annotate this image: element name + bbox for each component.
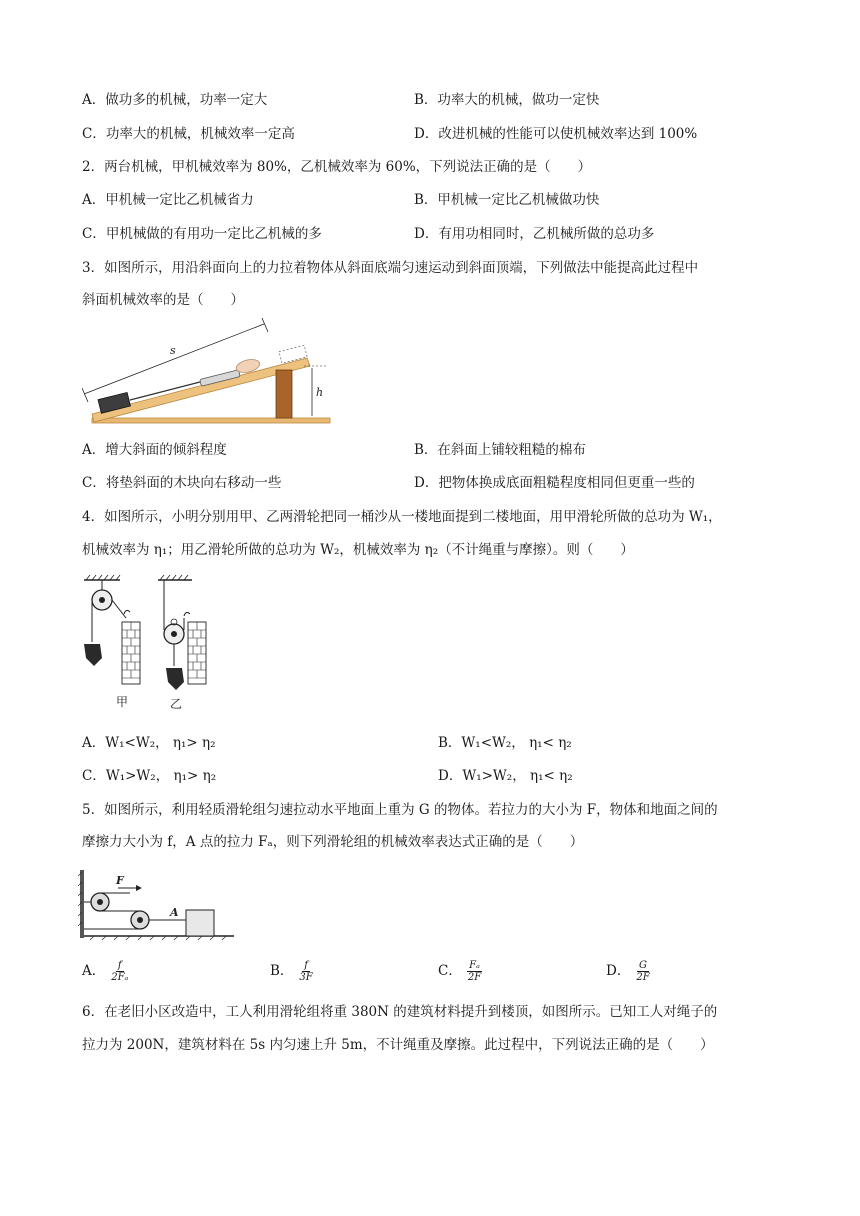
- force-arrow: [136, 885, 142, 891]
- fraction-numerator: f: [117, 960, 122, 971]
- pulley-figure-jia-yi: [78, 574, 218, 714]
- label-a: A: [170, 906, 179, 919]
- q3-stem-line2: 斜面机械效率的是（ ）: [82, 292, 244, 308]
- q2-option-a: A．甲机械一定比乙机械省力: [82, 192, 254, 208]
- fraction-numerator: G: [638, 960, 647, 971]
- q5-option-d-prefix: D．: [606, 963, 631, 979]
- q4-stem-line1: 4．如图所示，小明分别用甲、乙两滑轮把同一桶沙从一楼地面提到二楼地面，用甲滑轮所做的总功为 W₁，: [82, 509, 722, 525]
- q5-option-b-prefix: B．: [270, 963, 294, 979]
- q5-option-d-fraction: [634, 960, 651, 983]
- q3-option-a: A．增大斜面的倾斜程度: [82, 442, 227, 458]
- sand-bucket-jia: [84, 644, 102, 666]
- label-h: h: [316, 386, 324, 399]
- label-f: F: [116, 874, 124, 887]
- q6-stem-line2: 拉力为 200N，建筑材料在 5s 内匀速上升 5m，不计绳重及摩擦。此过程中，下列说法正确的是（ ）: [82, 1037, 714, 1053]
- support-block: [276, 370, 292, 418]
- brick-wall-jia: [122, 622, 140, 684]
- q1-option-b: B．功率大的机械，做功一定快: [414, 92, 600, 108]
- q4-option-b: B．W₁<W₂， η₁< η₂: [438, 735, 572, 751]
- q2-stem: 2．两台机械，甲机械效率为 80%，乙机械效率为 60%，下列说法正确的是（ ）: [82, 159, 592, 175]
- q4-stem-line2: 机械效率为 η₁；用乙滑轮所做的总功为 W₂，机械效率为 η₂（不计绳重与摩擦）。则（ ）: [82, 542, 634, 558]
- q5-option-a-fraction: [109, 960, 130, 983]
- q2-option-b: B．甲机械一定比乙机械做功快: [414, 192, 600, 208]
- q2-option-d: D．有用功相同时，乙机械所做的总功多: [414, 226, 655, 242]
- ground-board: [92, 418, 330, 423]
- q3-option-d: D．把物体换成底面粗糙程度相同但更重一些的: [414, 475, 695, 491]
- q5-option-b: [270, 960, 315, 983]
- q5-stem-line2: 摩擦力大小为 f，A 点的拉力 Fₐ，则下列滑轮组的机械效率表达式正确的是（ ）: [82, 834, 584, 850]
- q4-option-c: C．W₁>W₂， η₁> η₂: [82, 768, 217, 784]
- q2-option-c: C．甲机械做的有用功一定比乙机械的多: [82, 226, 322, 242]
- brick-wall-yi: [188, 622, 206, 684]
- q5-option-c-prefix: C．: [438, 963, 462, 979]
- label-yi: 乙: [170, 697, 183, 711]
- q5-option-b-fraction: [297, 960, 314, 983]
- fraction-denominator: 2F: [636, 972, 650, 983]
- object-block: [186, 910, 214, 936]
- label-jia: 甲: [116, 695, 129, 709]
- q1-option-c: C．功率大的机械，机械效率一定高: [82, 126, 295, 142]
- fraction-denominator: 3F: [299, 972, 313, 983]
- q4-option-d: D．W₁>W₂， η₁< η₂: [438, 768, 573, 784]
- label-s: s: [170, 344, 176, 357]
- q6-stem-line1: 6．在老旧小区改造中，工人利用滑轮组将重 380N 的建筑材料提升到楼顶，如图所示。已知工人对绳子的: [82, 1004, 718, 1020]
- q3-stem-line1: 3．如图所示，用沿斜面向上的力拉着物体从斜面底端匀速运动到斜面顶端，下列做法中能提高此过程中: [82, 260, 699, 276]
- q5-option-d: [606, 960, 652, 983]
- fraction-denominator: 2Fₐ: [111, 972, 129, 983]
- q1-option-d: D．改进机械的性能可以使机械效率达到 100%: [414, 126, 698, 142]
- q3-option-b: B．在斜面上铺较粗糙的棉布: [414, 442, 586, 458]
- fraction-denominator: 2F: [467, 972, 482, 983]
- q5-option-c-fraction: [466, 960, 483, 983]
- q1-option-a: A．做功多的机械，功率一定大: [82, 92, 268, 108]
- q5-option-a: [82, 960, 130, 983]
- q5-option-c: [438, 960, 483, 983]
- fraction-numerator: f: [304, 960, 308, 971]
- q5-stem-line1: 5．如图所示，利用轻质滑轮组匀速拉动水平地面上重为 G 的物体。若拉力的大小为 F，物体和地面之间的: [82, 802, 718, 818]
- q5-option-a-prefix: A．: [82, 963, 106, 979]
- q4-option-a: A．W₁<W₂， η₁> η₂: [82, 735, 216, 751]
- wall: [80, 870, 84, 938]
- q3-option-c: C．将垫斜面的木块向右移动一些: [82, 475, 282, 491]
- incline-figure: [82, 318, 338, 428]
- pulley-block-horizontal-figure: [78, 866, 238, 942]
- sand-bucket-yi: [166, 668, 184, 690]
- fraction-numerator: Fₐ: [469, 960, 480, 971]
